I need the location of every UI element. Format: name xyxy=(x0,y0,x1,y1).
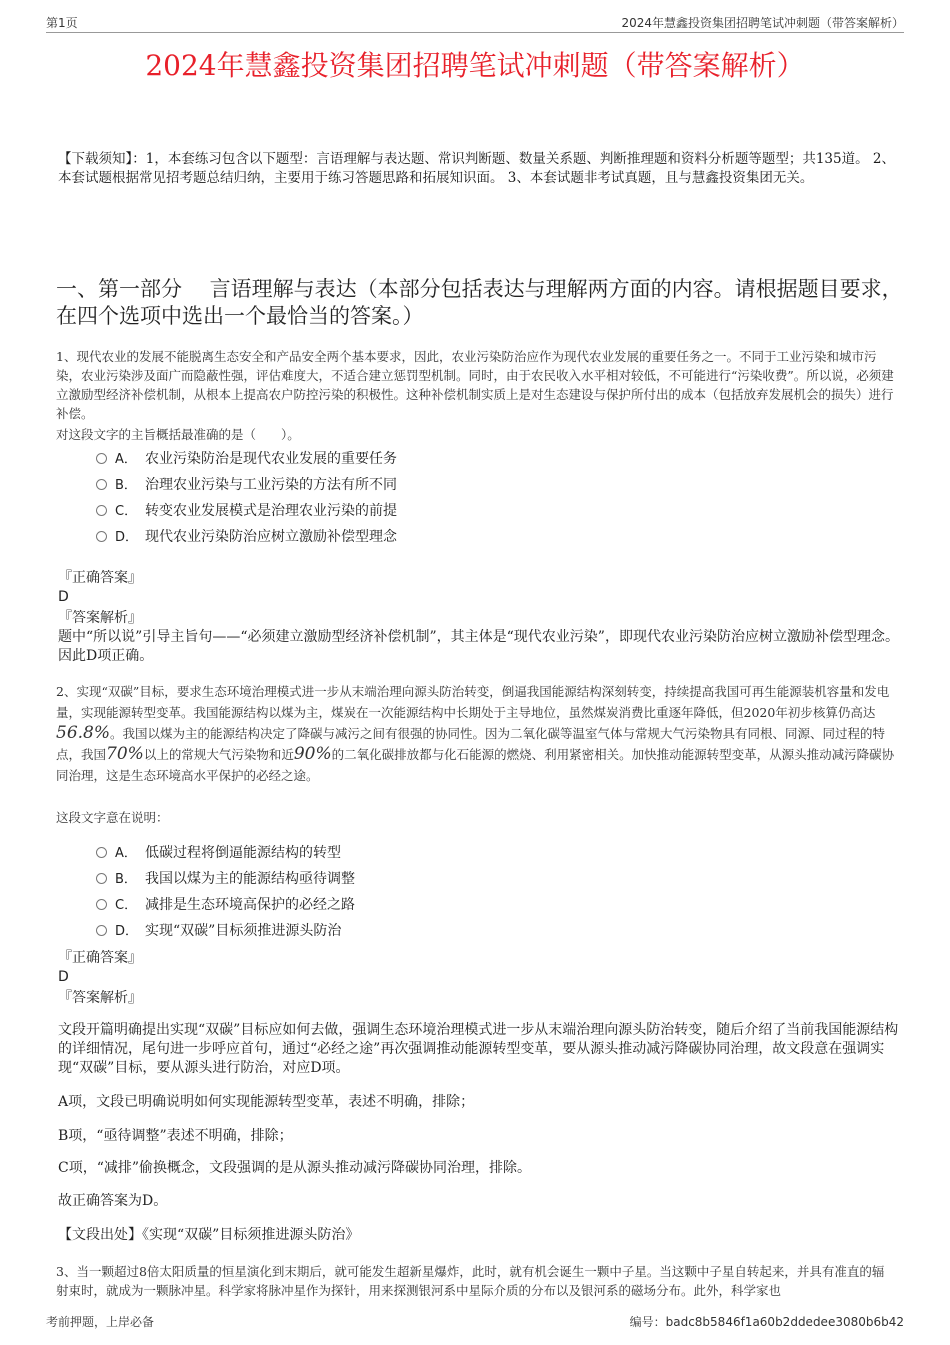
radio-button-icon[interactable] xyxy=(96,847,107,858)
q2-conclusion: 故正确答案为D。 xyxy=(58,1193,168,1209)
q2-answer-label: 『正确答案』 xyxy=(58,950,142,966)
q1-answer: D xyxy=(58,589,69,605)
q2-stem: 2、实现“双碳”目标，要求生态环境治理模式进一步从末端治理向源头防治转变，倒逼我国能源结构深刻转变，持续提高我国可再生能源装机容量和发电量，实现能源转型变革。我国能源结构以煤为主，煤炭在一次能源结构中长期处于主导地位，虽然煤炭消费比重逐年降低，但2020年初步核算仍高达56.8%。我国以煤为主的能源结构决定了降碳与减污之间有很强的协同性。因为二氧化碳等温室气体与常规大气污染物具有同根、同源、同过程的特点，我国70%以上的常规大气污染物和近90%的二氧化碳排放都与化石能源的燃烧、利用紧密相关。加快推动能源转型变革，从源头推动减污降碳协同治理，这是生态环境高水平保护的必经之途。 xyxy=(56,684,895,783)
q1-stem: 1、现代农业的发展不能脱离生态安全和产品安全两个基本要求，因此，农业污染防治应作为现代农业发展的重要任务之一。不同于工业污染和城市污染，农业污染涉及面广而隐蔽性强，评估难度大，不适合建立惩罚型机制。同时，由于农民收入水平相对较低，不可能进行“污染收费”。所以说，必须建立激励型经济补偿机制，从根本上提高农户防控污染的积极性。这种补偿机制实质上是对生态建设与保护所付出的成本（包括放弃发展机会的损失）进行补偿。 xyxy=(56,349,894,421)
q1-option-c[interactable]: C． 转变农业发展模式是治理农业污染的前提 xyxy=(96,501,397,522)
q2-analysis: 文段开篇明确提出实现“双碳”目标应如何去做，强调生态环境治理模式进一步从末端治理向源头防治转变，随后介绍了当前我国能源结构的详细情况，尾句进一步呼应首句，通过“必经之途”再次强调推动能源转型变革，要从源头推动减污降碳协同治理，故文段意在强调实现“双碳”目标，要从源头进行防治，对应D项。 xyxy=(58,1022,899,1076)
radio-button-icon[interactable] xyxy=(96,531,107,542)
section-heading: 一、第一部分 言语理解与表达（本部分包括表达与理解两方面的内容。请根据题目要求，在四个选项中选出一个最恰当的答案。） xyxy=(56,277,903,328)
q2-answer: D xyxy=(58,969,69,985)
q2-source: 【文段出处】《实现“双碳”目标须推进源头防治》 xyxy=(58,1227,360,1243)
radio-button-icon[interactable] xyxy=(96,899,107,910)
radio-button-icon[interactable] xyxy=(96,479,107,490)
footer-code: 编号：badc8b5846f1a60b2ddedee3080b6b42 xyxy=(629,1315,904,1329)
footer-slogan: 考前押题，上岸必备 xyxy=(46,1315,155,1329)
q2-analysis-a: A项，文段已明确说明如何实现能源转型变革，表述不明确，排除； xyxy=(58,1094,475,1110)
page-title: 2024年慧鑫投资集团招聘笔试冲刺题（带答案解析） xyxy=(145,49,805,82)
q1-analysis: 题中“所以说”引导主旨句——“必须建立激励型经济补偿机制”，其主体是“现代农业污染”，即现代农业污染防治应树立激励补偿型理念。因此D项正确。 xyxy=(58,629,899,664)
q1-analysis-label: 『答案解析』 xyxy=(58,610,142,626)
q2-percent-1: 56.8% xyxy=(56,723,111,743)
header-doc-title: 2024年慧鑫投资集团招聘笔试冲刺题（带答案解析） xyxy=(621,16,904,30)
radio-button-icon[interactable] xyxy=(96,873,107,884)
q2-option-a[interactable]: A． 低碳过程将倒逼能源结构的转型 xyxy=(96,843,341,864)
radio-button-icon[interactable] xyxy=(96,505,107,516)
q2-percent-3: 90% xyxy=(293,744,332,764)
q2-analysis-label: 『答案解析』 xyxy=(58,990,142,1006)
q1-option-a[interactable]: A． 农业污染防治是现代农业发展的重要任务 xyxy=(96,449,397,470)
q2-percent-2: 70% xyxy=(106,744,144,764)
q1-option-d[interactable]: D． 现代农业污染防治应树立激励补偿型理念 xyxy=(96,527,397,548)
radio-button-icon[interactable] xyxy=(96,925,107,936)
radio-button-icon[interactable] xyxy=(96,453,107,464)
q3-stem: 3、当一颗超过8倍太阳质量的恒星演化到末期后，就可能发生超新星爆炸，此时，就有机会诞生一颗中子星。当这颗中子星自转起来，并具有准直的辐射束时，就成为一颗脉冲星。科学家将脉冲星作为探针，用来探测银河系中星际介质的分布以及银河系的磁场分布。此外，科学家也 xyxy=(56,1264,885,1298)
header-divider xyxy=(46,32,904,33)
q2-option-b[interactable]: B． 我国以煤为主的能源结构亟待调整 xyxy=(96,869,355,890)
q2-analysis-c: C项，“减排”偷换概念，文段强调的是从源头推动减污降碳协同治理，排除。 xyxy=(58,1160,532,1176)
download-notice: 【下载须知】：1，本套练习包含以下题型：言语理解与表达题、常识判断题、数量关系题、判断推理题和资料分析题等题型；共135道。 2、本套试题根据常见招考题总结归纳，主要用于练习答题思路和拓展知识面。 3、本套试题非考试真题，且与慧鑫投资集团无关。 xyxy=(58,151,895,186)
q1-question: 对这段文字的主旨概括最准确的是（ ）。 xyxy=(56,427,300,442)
q2-option-c[interactable]: C． 减排是生态环境高保护的必经之路 xyxy=(96,895,355,916)
q1-option-b[interactable]: B． 治理农业污染与工业污染的方法有所不同 xyxy=(96,475,397,496)
q2-question: 这段文字意在说明： xyxy=(56,810,169,825)
q2-option-d[interactable]: D． 实现“双碳”目标须推进源头防治 xyxy=(96,921,341,942)
q1-answer-label: 『正确答案』 xyxy=(58,570,142,586)
header-page-number: 第1页 xyxy=(46,16,78,30)
q2-analysis-b: B项，“亟待调整”表述不明确，排除； xyxy=(58,1128,293,1144)
